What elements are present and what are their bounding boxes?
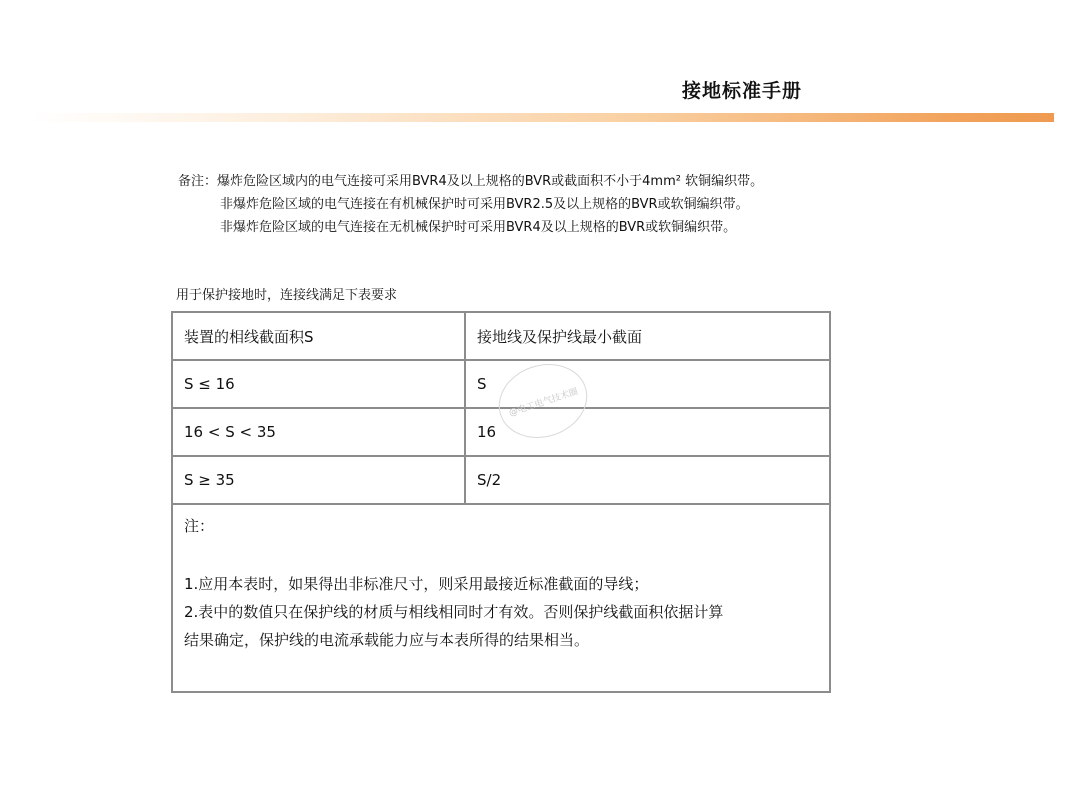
table-header-row	[173, 313, 829, 361]
note-line-2: 2.表中的数值只在保护线的材质与相线相同时才有效。否则保护线截面积依据计算	[184, 603, 724, 621]
table-cell: S/2	[477, 471, 502, 489]
note-line-1: 1.应用本表时，如果得出非标准尺寸，则采用最接近标准截面的导线；	[184, 575, 649, 593]
table-row	[173, 409, 829, 457]
table-intro: 用于保护接地时，连接线满足下表要求	[176, 288, 398, 303]
table-cell: S ≥ 35	[173, 457, 466, 503]
table-cell: 16	[477, 423, 497, 441]
remark-line-2: 非爆炸危险区域的电气连接在有机械保护时可采用BVR2.5及以上规格的BVR或软铜编织带。	[220, 197, 749, 212]
table-cell: S	[477, 375, 487, 393]
note-title: 注：	[184, 517, 215, 535]
watermark-text: @电工电气技术圈	[507, 386, 580, 419]
table-cell: S ≤ 16	[173, 361, 466, 407]
table-row	[173, 361, 829, 409]
note-line-3: 结果确定，保护线的电流承载能力应与本表所得的结果相当。	[184, 631, 590, 649]
page-title: 接地标准手册	[682, 80, 803, 102]
remarks-block	[178, 170, 763, 239]
table-row	[173, 457, 829, 505]
requirements-table	[171, 311, 831, 693]
header-cell-min-section: 接地线及保护线最小截面	[477, 327, 643, 346]
header-gradient-bar	[30, 113, 1054, 122]
table-cell: 16 < S < 35	[173, 409, 466, 455]
header-cell-phase-section: 装置的相线截面积S	[173, 313, 466, 359]
table-note-cell	[173, 505, 829, 691]
remark-line-1: 备注：爆炸危险区域内的电气连接可采用BVR4及以上规格的BVR或截面积不小于4mm² 软铜编织带。	[178, 174, 764, 189]
remark-line-3: 非爆炸危险区域的电气连接在无机械保护时可采用BVR4及以上规格的BVR或软铜编织带。	[220, 220, 737, 235]
